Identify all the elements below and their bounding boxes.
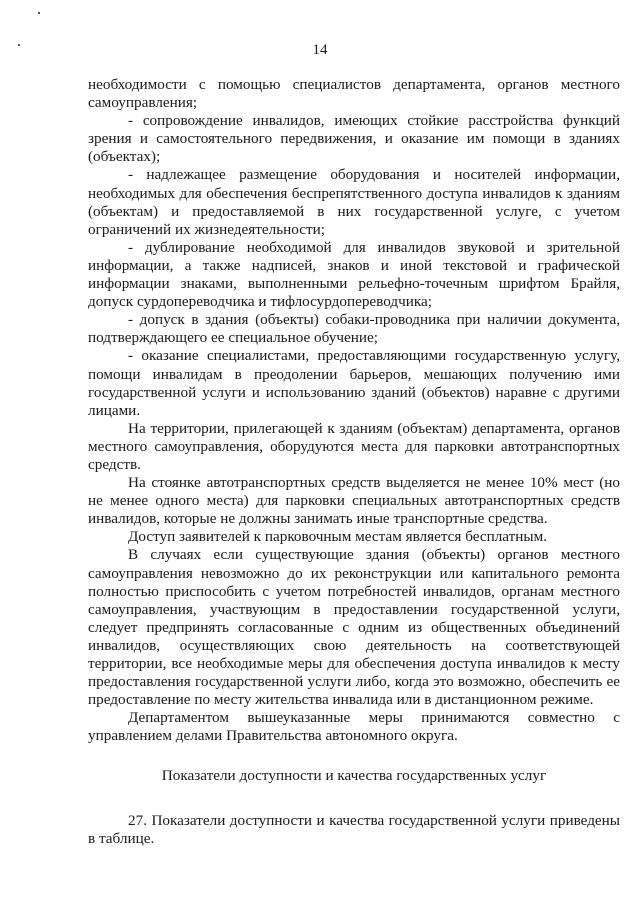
- paragraph: необходимости с помощью специалистов департамента, органов местного самоуправления;: [88, 76, 620, 112]
- section-heading: Показатели доступности и качества государственных услуг: [161, 767, 547, 785]
- list-item: - дублирование необходимой для инвалидов звуковой и зрительной информации, а также надписей, знаков и иной текстовой и графической информации знаками, выполненными рельефно-точечным шрифтом Брайля, допуск сурдопереводчика и тифлосурдопереводчика;: [88, 238, 620, 311]
- numbered-item: 27. Показатели доступности и качества государственной услуги приведены в таблице.: [88, 811, 620, 847]
- scan-mark-top: [38, 12, 40, 14]
- list-item: - оказание специалистами, предоставляющими государственную услугу, помощи инвалидам в преодолении барьеров, мешающих получению ими государственной услуги и использованию зданий (объектов) наравне с другими лицами.: [88, 347, 620, 419]
- list-item: - надлежащее размещение оборудования и носителей информации, необходимых для обеспечения беспрепятственного доступа инвалидов к зданиям (объектам) и предоставляемой в них государственной услуге, с учетом ограничений их жизнедеятельности;: [88, 166, 620, 238]
- paragraph: Доступ заявителей к парковочным местам является бесплатным.: [128, 528, 548, 546]
- list-item: - сопровождение инвалидов, имеющих стойкие расстройства функций зрения и самостоятельного передвижения, и оказание им помощи в зданиях (объектах);: [88, 112, 620, 166]
- paragraph: На стоянке автотранспортных средств выделяется не менее 10% мест (но не менее одного места) для парковки специальных автотранспортных средств инвалидов, которые не должны занимать иные транспортные средства.: [88, 474, 620, 528]
- paragraph: Департаментом вышеуказанные меры принимаются совместно с управлением делами Правительства автономного округа.: [88, 709, 620, 745]
- document-body: [88, 76, 620, 848]
- paragraph: В случаях если существующие здания (объекты) органов местного самоуправления невозможно до их реконструкции или капитального ремонта полностью приспособить с учетом потребностей инвалидов, органам местного самоуправления, участвующим в предоставлении государственной услуги, следует предпринять согласованные с одним из общественных объединений инвалидов, осуществляющих свою деятельность на соответствующей территории, все необходимые меры для обеспечения доступа инвалидов к месту предоставления государственной услуги либо, когда это возможно, обеспечить ее предоставление по месту жительства инвалида или в дистанционном режиме.: [88, 546, 620, 709]
- paragraph: На территории, прилегающей к зданиям (объектам) департамента, органов местного самоуправления, оборудуются места для парковки автотранспортных средств.: [88, 419, 620, 473]
- list-item: - допуск в здания (объекты) собаки-проводника при наличии документа, подтверждающего ее специальное обучение;: [88, 311, 620, 347]
- page-number: 14: [312, 42, 328, 58]
